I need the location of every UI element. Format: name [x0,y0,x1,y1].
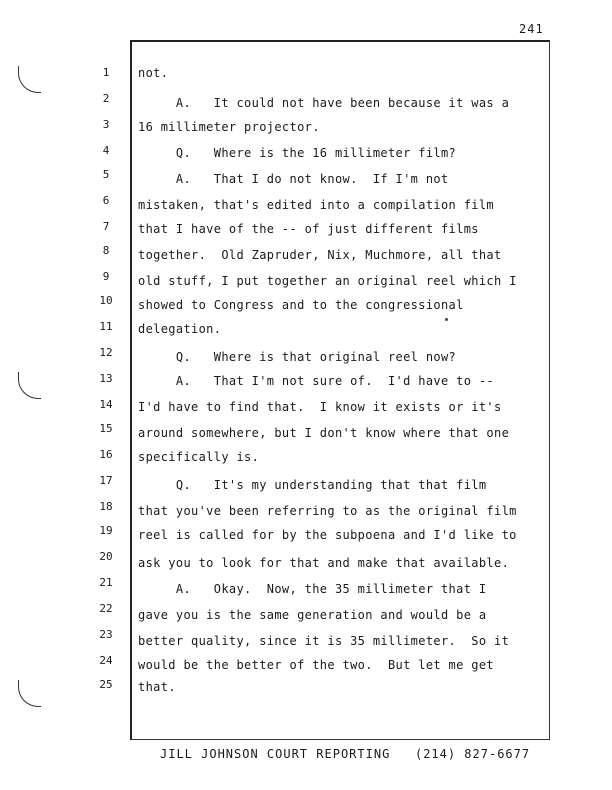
line-number: 19 [99,524,113,537]
transcript-line: better quality, since it is 35 millimeter. So it [138,634,510,648]
transcript-line: that. [138,680,176,694]
transcript-line: Q. Where is that original reel now? [138,350,457,364]
line-number: 20 [99,550,113,563]
line-number: 5 [102,168,110,181]
transcript-line: showed to Congress and to the congressional [138,298,464,312]
page-frame-top [130,40,550,42]
punch-mark [18,372,41,399]
transcript-line: delegation. [138,322,222,336]
page-frame-right [549,40,550,740]
line-number: 8 [102,244,110,257]
speck [445,318,448,321]
footer-reporter: JILL JOHNSON COURT REPORTING (214) 827-6677 [160,747,531,761]
transcript-line: together. Old Zapruder, Nix, Muchmore, all that [138,248,502,262]
line-number: 16 [99,448,113,461]
transcript-line: not. [138,66,169,80]
line-number: 3 [102,118,110,131]
transcript-line: 16 millimeter projector. [138,120,320,134]
transcript-line: specifically is. [138,450,260,464]
transcript-line: around somewhere, but I don't know where that one [138,426,510,440]
punch-mark [18,680,41,707]
line-number: 11 [99,320,113,333]
page-frame-bottom [130,739,550,740]
transcript-line: A. That I do not know. If I'm not [138,172,449,186]
line-number: 1 [102,66,110,79]
line-number: 23 [99,628,113,641]
transcript-line: ask you to look for that and make that available. [138,556,510,570]
transcript-line: gave you is the same generation and would be a [138,608,487,622]
transcript-line: A. Okay. Now, the 35 millimeter that I [138,582,487,596]
line-number: 7 [102,220,110,233]
line-number: 15 [99,422,113,435]
page-frame-left [130,40,132,740]
transcript-line: old stuff, I put together an original reel which I [138,274,517,288]
transcript-line: Q. Where is the 16 millimeter film? [138,146,457,160]
line-number: 12 [99,346,113,359]
transcript-line: that you've been referring to as the original film [138,504,517,518]
transcript-line: A. That I'm not sure of. I'd have to -- [138,374,495,388]
transcript-line: that I have of the -- of just different films [138,222,479,236]
transcript-line: mistaken, that's edited into a compilation film [138,198,495,212]
transcript-line: reel is called for by the subpoena and I'd like to [138,528,517,542]
transcript-line: A. It could not have been because it was a [138,96,510,110]
transcript-line: would be the better of the two. But let me get [138,658,495,672]
punch-mark [18,66,41,93]
line-number: 4 [102,144,110,157]
line-number: 24 [99,654,113,667]
line-number: 22 [99,602,113,615]
line-number: 13 [99,372,113,385]
line-number: 6 [102,194,110,207]
transcript-line: Q. It's my understanding that that film [138,478,487,492]
page-number: 241 [519,22,544,36]
line-number: 21 [99,576,113,589]
line-number: 2 [102,92,110,105]
line-number: 18 [99,500,113,513]
line-number: 10 [99,294,113,307]
line-number: 14 [99,398,113,411]
line-number: 17 [99,474,113,487]
transcript-line: I'd have to find that. I know it exists or it's [138,400,502,414]
line-number: 9 [102,270,110,283]
line-number: 25 [99,678,113,691]
